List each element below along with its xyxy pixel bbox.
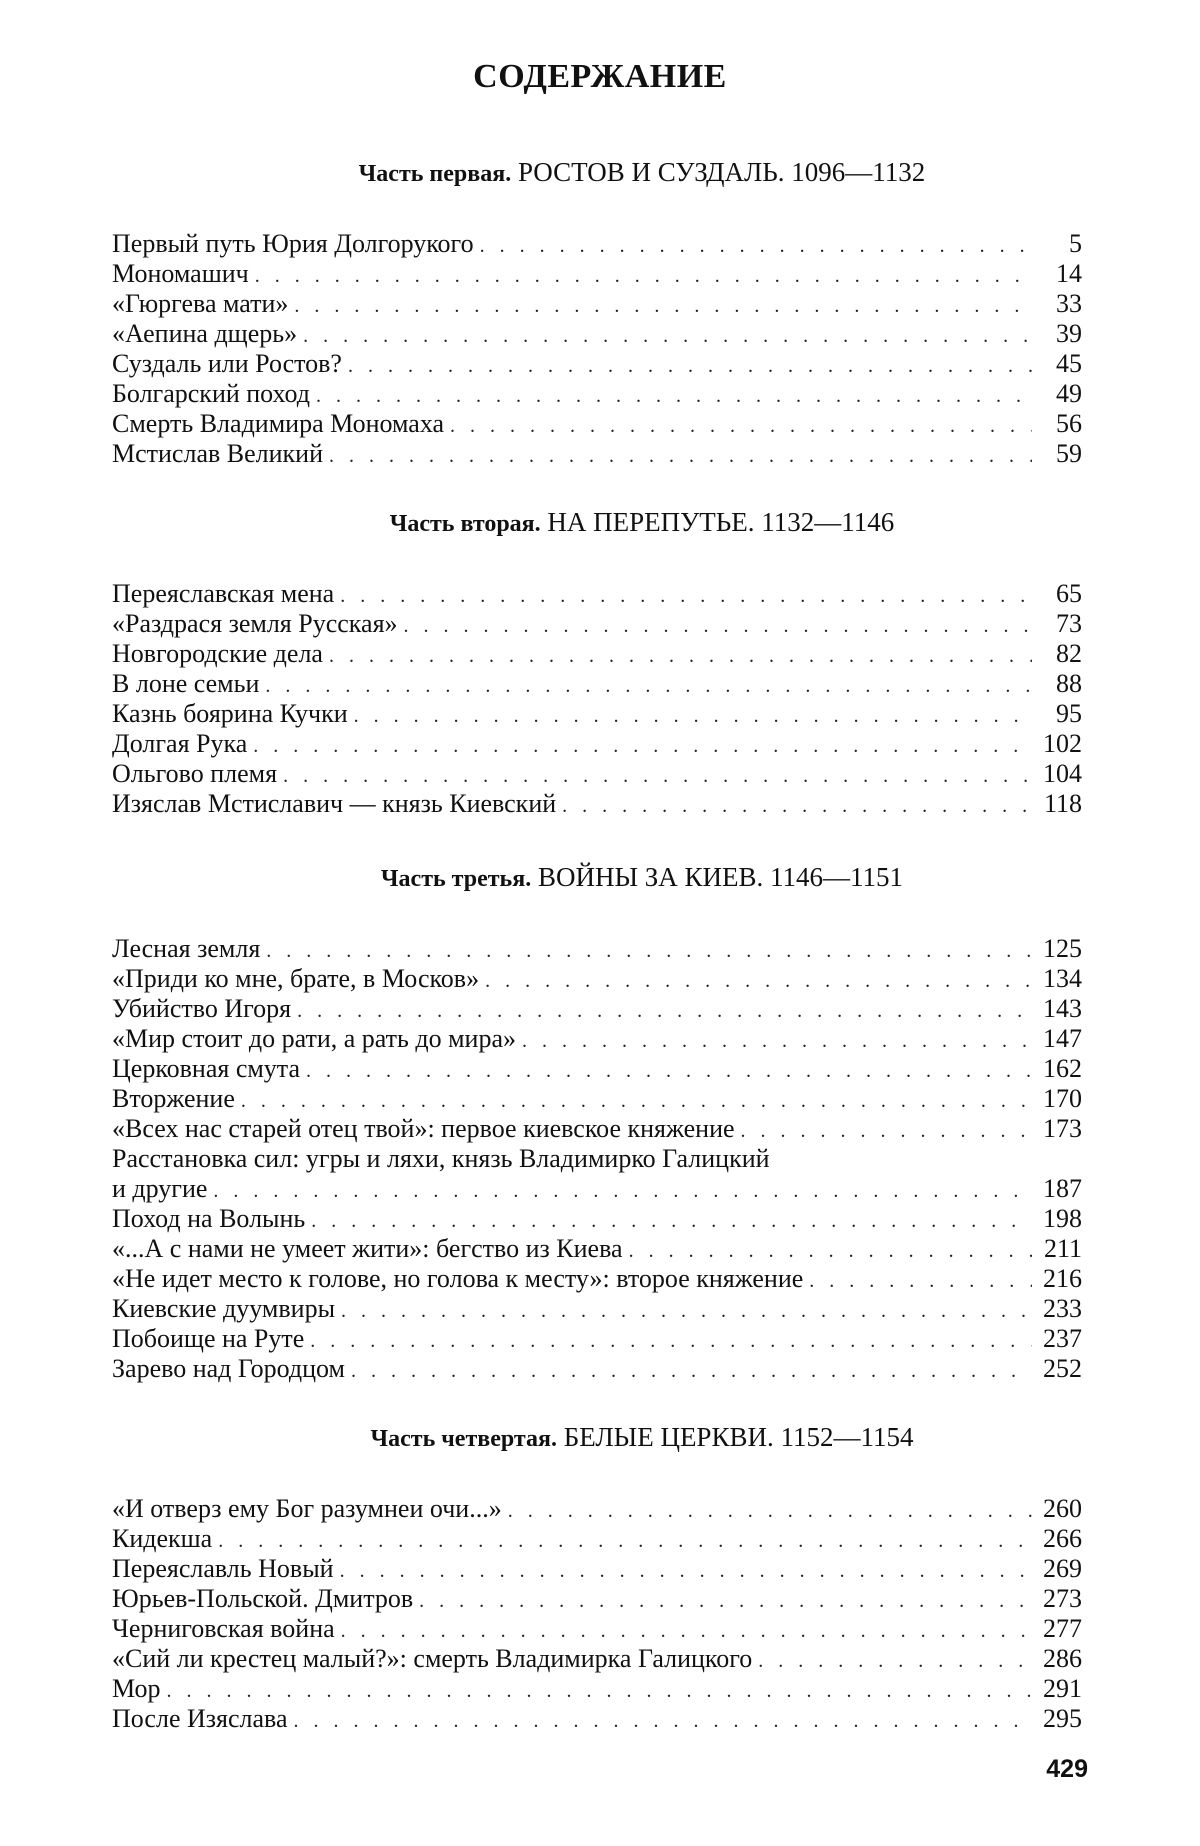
entry-page: 286 xyxy=(1043,1644,1082,1673)
toc-entry[interactable] xyxy=(112,1024,1082,1054)
entry-title: Мстислав Великий xyxy=(112,439,323,468)
toc-entry[interactable] xyxy=(112,1674,1082,1704)
entry-page: 95 xyxy=(1056,699,1082,728)
part-heading xyxy=(112,1420,1082,1454)
entry-page: 88 xyxy=(1056,669,1082,698)
leader-dots xyxy=(303,321,1032,351)
toc-entry[interactable] xyxy=(112,229,1082,259)
leader-dots xyxy=(265,671,1032,701)
entry-title: Черниговская война xyxy=(112,1614,335,1643)
leader-dots xyxy=(351,1356,1032,1386)
toc-entry[interactable] xyxy=(112,439,1082,469)
entry-title: «Аепина дщерь» xyxy=(112,319,298,348)
entry-page: 260 xyxy=(1043,1494,1082,1523)
entry-page: 134 xyxy=(1043,964,1082,993)
leader-dots xyxy=(741,1116,1032,1146)
entry-title: Первый путь Юрия Долгорукого xyxy=(112,229,474,258)
entry-page: 65 xyxy=(1056,579,1082,608)
leader-dots xyxy=(354,701,1032,731)
toc-list xyxy=(112,1494,1082,1734)
entry-title: «И отверз ему Бог разумнеи очи...» xyxy=(112,1494,502,1523)
toc-entry[interactable] xyxy=(112,1644,1082,1674)
entry-title: Мономашич xyxy=(112,259,249,288)
entry-page: 14 xyxy=(1056,259,1082,288)
entry-title: Переяславская мена xyxy=(112,579,335,608)
entry-page: 233 xyxy=(1043,1294,1082,1323)
toc-entry[interactable] xyxy=(112,1144,1082,1204)
entry-page: 39 xyxy=(1056,319,1082,348)
entry-page: 45 xyxy=(1056,349,1082,378)
toc-entry[interactable] xyxy=(112,994,1082,1024)
leader-dots xyxy=(508,1496,1032,1526)
part-title: НА ПЕРЕПУТЬЕ. 1132—1146 xyxy=(547,507,895,537)
toc-entry[interactable] xyxy=(112,1234,1082,1264)
toc-entry[interactable] xyxy=(112,1084,1082,1114)
entry-page: 237 xyxy=(1043,1324,1082,1353)
part-heading xyxy=(112,860,1082,894)
leader-dots xyxy=(419,1586,1032,1616)
leader-dots xyxy=(218,1526,1032,1556)
entry-page: 33 xyxy=(1056,289,1082,318)
entry-page: 147 xyxy=(1043,1024,1082,1053)
leader-dots xyxy=(809,1266,1032,1296)
toc-part-4 xyxy=(112,1420,1082,1734)
entry-page: 104 xyxy=(1043,759,1082,788)
toc-entry[interactable] xyxy=(112,379,1082,409)
leader-dots xyxy=(485,966,1032,996)
leader-dots xyxy=(310,1326,1032,1356)
entry-page: 5 xyxy=(1069,229,1082,258)
entry-title: Долгая Рука xyxy=(112,729,248,758)
entry-page: 143 xyxy=(1043,994,1082,1023)
entry-page: 295 xyxy=(1043,1704,1082,1733)
toc-entry[interactable] xyxy=(112,579,1082,609)
entry-title: Суздаль или Ростов? xyxy=(112,349,342,378)
leader-dots xyxy=(562,791,1032,821)
entry-title: Смерть Владимира Мономаха xyxy=(112,409,445,438)
leader-dots xyxy=(294,1706,1032,1736)
leader-dots xyxy=(522,1026,1032,1056)
page-number: 429 xyxy=(1046,1755,1088,1783)
part-title: РОСТОВ И СУЗДАЛЬ. 1096—1132 xyxy=(517,157,926,187)
toc-entry[interactable] xyxy=(112,1114,1082,1144)
toc-part-1 xyxy=(112,155,1082,469)
leader-dots xyxy=(404,611,1032,641)
part-label: Часть вторая. xyxy=(389,511,541,537)
entry-page: 59 xyxy=(1056,439,1082,468)
toc-entry[interactable] xyxy=(112,1494,1082,1524)
entry-page: 252 xyxy=(1043,1354,1082,1383)
toc-entry[interactable] xyxy=(112,729,1082,759)
leader-dots xyxy=(341,1296,1032,1326)
leader-dots xyxy=(266,936,1032,966)
entry-title: «Мир стоит до рати, а рать до мира» xyxy=(112,1024,517,1053)
entry-page: 173 xyxy=(1043,1114,1082,1143)
toc-list xyxy=(112,229,1082,469)
entry-title: Юрьев-Польской. Дмитров xyxy=(112,1584,414,1613)
entry-title: «Не идет место к голове, но голова к месту»: второе княжение xyxy=(112,1264,804,1293)
toc-entry[interactable] xyxy=(112,964,1082,994)
page-title: СОДЕРЖАНИЕ xyxy=(473,58,727,95)
toc-entry[interactable] xyxy=(112,1264,1082,1294)
entry-title: Зарево над Городцом xyxy=(112,1354,345,1383)
toc-entry[interactable] xyxy=(112,1054,1082,1084)
toc-list xyxy=(112,934,1082,1384)
entry-page: 216 xyxy=(1043,1264,1082,1293)
leader-dots xyxy=(348,351,1032,381)
entry-title: Лесная земля xyxy=(112,934,261,963)
leader-dots xyxy=(629,1236,1032,1266)
leader-dots xyxy=(213,1176,1032,1206)
toc-entry[interactable] xyxy=(112,1354,1082,1384)
entry-title: Ольгово племя xyxy=(112,759,278,788)
entry-title: Киевские дуумвиры xyxy=(112,1294,336,1323)
entry-page: 56 xyxy=(1056,409,1082,438)
entry-title: Новгородские дела xyxy=(112,639,323,668)
entry-title: «Приди ко мне, брате, в Москов» xyxy=(112,964,480,993)
toc-entry[interactable] xyxy=(112,1294,1082,1324)
toc-entry[interactable] xyxy=(112,289,1082,319)
toc-entry[interactable] xyxy=(112,759,1082,789)
leader-dots xyxy=(311,1206,1032,1236)
toc-part-2 xyxy=(112,505,1082,819)
toc-entry[interactable] xyxy=(112,409,1082,439)
toc-entry[interactable] xyxy=(112,1584,1082,1614)
entry-page: 291 xyxy=(1043,1674,1082,1703)
entry-page: 198 xyxy=(1043,1204,1082,1233)
toc-entry[interactable] xyxy=(112,1554,1082,1584)
entry-page: 82 xyxy=(1056,639,1082,668)
entry-title: Кидекша xyxy=(112,1524,213,1553)
leader-dots xyxy=(316,381,1032,411)
entry-title: Церковная смута xyxy=(112,1054,301,1083)
toc-entry[interactable] xyxy=(112,669,1082,699)
leader-dots xyxy=(340,581,1032,611)
entry-title: В лоне семьи xyxy=(112,669,260,698)
entry-title: «Гюргева мати» xyxy=(112,289,289,318)
entry-page: 277 xyxy=(1043,1614,1082,1643)
entry-page: 125 xyxy=(1043,934,1082,963)
toc-entry[interactable] xyxy=(112,699,1082,729)
toc-entry[interactable] xyxy=(112,319,1082,349)
entry-title: «Раздрася земля Русская» xyxy=(112,609,398,638)
entry-title: Убийство Игоря xyxy=(112,994,292,1023)
entry-title: Казнь боярина Кучки xyxy=(112,699,348,728)
leader-dots xyxy=(294,291,1032,321)
toc-entry[interactable] xyxy=(112,789,1082,819)
leader-dots xyxy=(340,1556,1032,1586)
part-label: Часть четвертая. xyxy=(370,1426,557,1452)
entry-title: Побоище на Руте xyxy=(112,1324,305,1353)
toc-entry[interactable] xyxy=(112,1704,1082,1734)
part-label: Часть третья. xyxy=(380,866,532,892)
toc-entry[interactable] xyxy=(112,1324,1082,1354)
toc-entry[interactable] xyxy=(112,1614,1082,1644)
leader-dots xyxy=(480,231,1032,261)
leader-dots xyxy=(450,411,1032,441)
part-title: ВОЙНЫ ЗА КИЕВ. 1146—1151 xyxy=(537,862,904,892)
leader-dots xyxy=(329,641,1032,671)
part-heading xyxy=(112,505,1082,539)
leader-dots xyxy=(758,1646,1032,1676)
entry-title: Переяславль Новый xyxy=(112,1554,334,1583)
entry-title: Расстановка сил: угры и ляхи, князь Владимирко Галицкий xyxy=(112,1144,770,1173)
entry-page: 102 xyxy=(1043,729,1082,758)
entry-page: 187 xyxy=(1043,1174,1082,1203)
leader-dots xyxy=(283,761,1032,791)
entry-title: Изяслав Мстиславич — князь Киевский xyxy=(112,789,557,818)
toc-entry[interactable] xyxy=(112,639,1082,669)
entry-title: Вторжение xyxy=(112,1084,235,1113)
entry-title: Поход на Волынь xyxy=(112,1204,306,1233)
toc-entry[interactable] xyxy=(112,934,1082,964)
part-title: БЕЛЫЕ ЦЕРКВИ. 1152—1154 xyxy=(563,1422,914,1452)
entry-title: «Сий ли крестец малый?»: смерть Владимирка Галицкого xyxy=(112,1644,753,1673)
part-label: Часть первая. xyxy=(358,161,512,187)
toc-entry[interactable] xyxy=(112,349,1082,379)
toc-list xyxy=(112,579,1082,819)
leader-dots xyxy=(306,1056,1032,1086)
part-heading xyxy=(112,155,1082,189)
entry-title: Болгарский поход xyxy=(112,379,311,408)
entry-page: 162 xyxy=(1043,1054,1082,1083)
leader-dots xyxy=(329,441,1032,471)
entry-page: 211 xyxy=(1043,1234,1082,1263)
toc-entry[interactable] xyxy=(112,259,1082,289)
toc-entry[interactable] xyxy=(112,609,1082,639)
toc-entry[interactable] xyxy=(112,1524,1082,1554)
entry-page: 266 xyxy=(1043,1524,1082,1553)
entry-page: 273 xyxy=(1043,1584,1082,1613)
leader-dots xyxy=(255,261,1032,291)
entry-page: 118 xyxy=(1043,789,1082,818)
leader-dots xyxy=(166,1676,1032,1706)
entry-title: После Изяслава xyxy=(112,1704,288,1733)
entry-page: 49 xyxy=(1056,379,1082,408)
toc-entry[interactable] xyxy=(112,1204,1082,1234)
leader-dots xyxy=(253,731,1032,761)
leader-dots xyxy=(241,1086,1032,1116)
leader-dots xyxy=(341,1616,1032,1646)
entry-title: «Всех нас старей отец твой»: первое киевское княжение xyxy=(112,1114,735,1143)
entry-title: Мор xyxy=(112,1674,161,1703)
entry-page: 170 xyxy=(1043,1084,1082,1113)
entry-title: «...А с нами не умеет жити»: бегство из Киева xyxy=(112,1234,623,1263)
entry-page: 269 xyxy=(1043,1554,1082,1583)
entry-title-continued: и другие xyxy=(112,1174,208,1203)
entry-page: 73 xyxy=(1056,609,1082,638)
toc-part-3 xyxy=(112,860,1082,1384)
leader-dots xyxy=(297,996,1032,1026)
